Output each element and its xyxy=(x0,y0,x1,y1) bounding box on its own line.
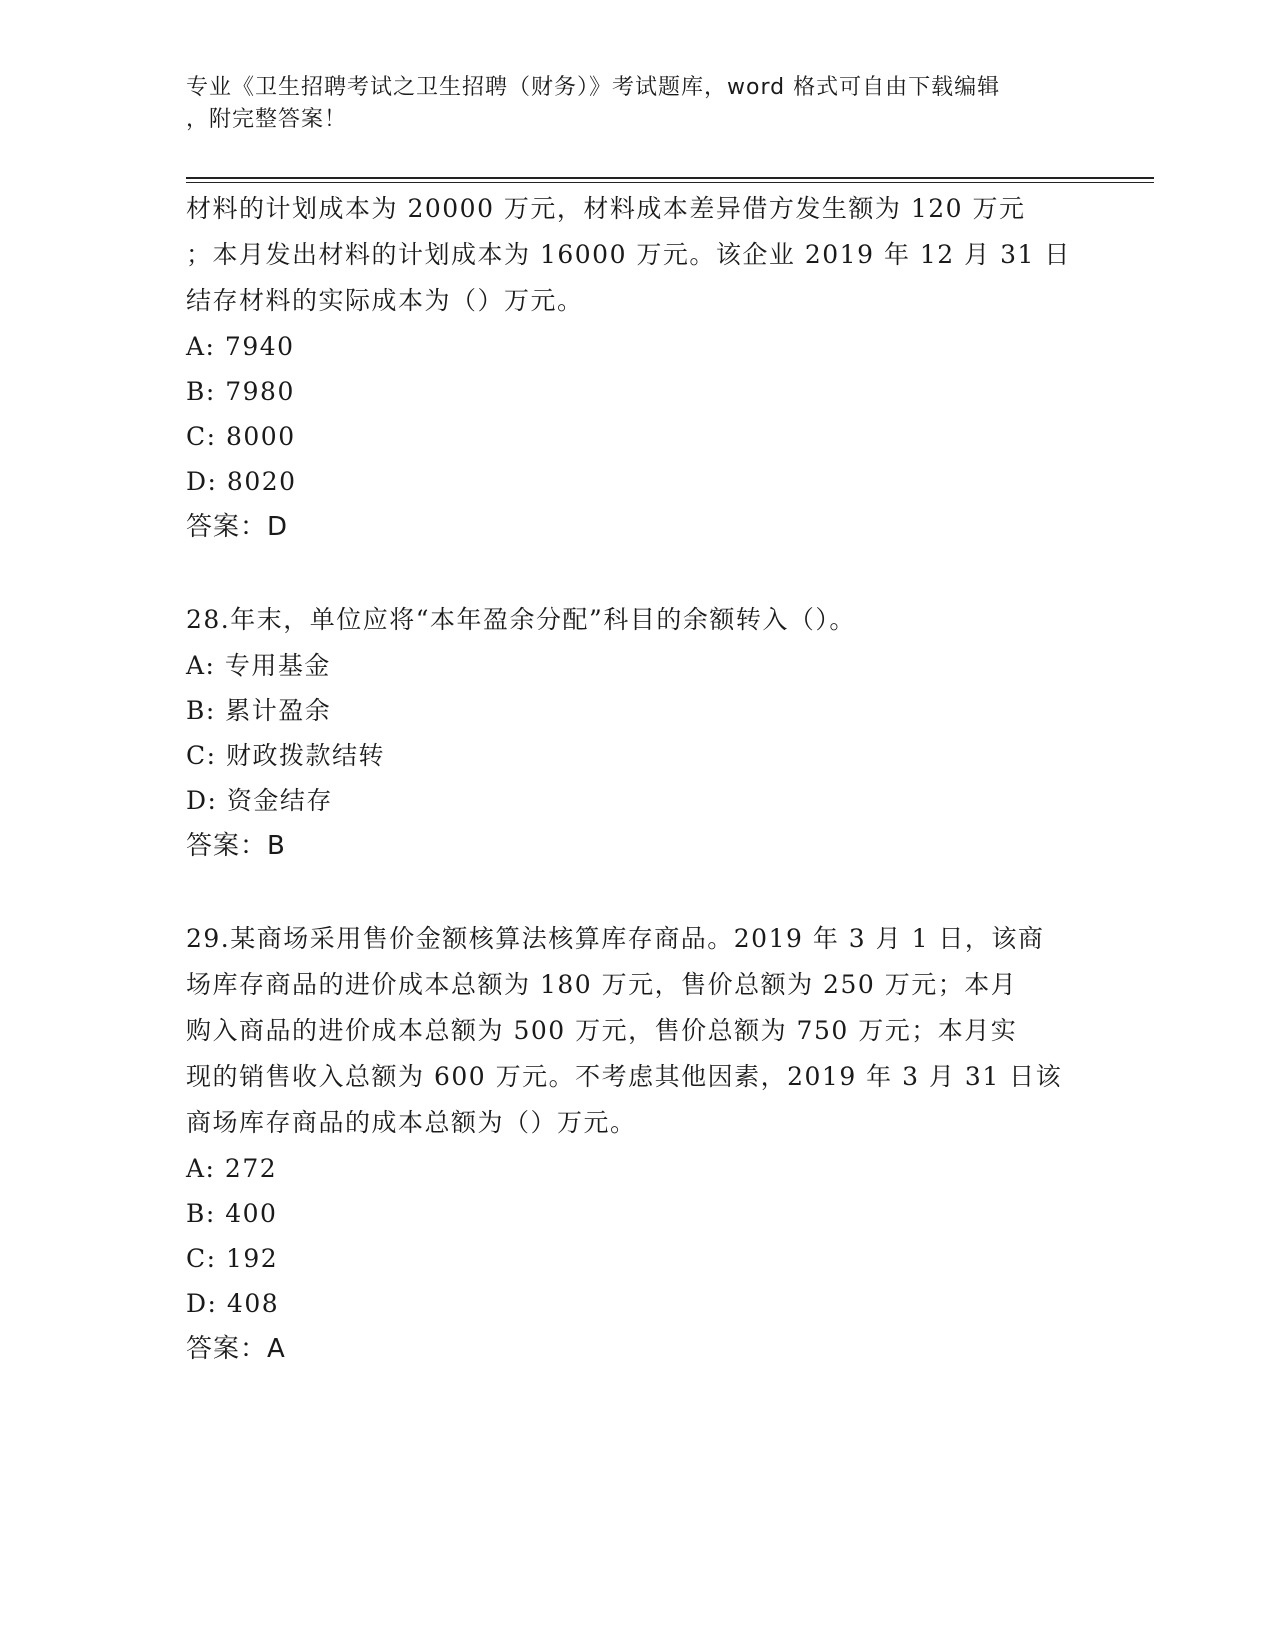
answer-line: 答案：B xyxy=(186,831,286,861)
header-line-2: ，附完整答案！ xyxy=(186,107,348,132)
answer-line: 答案：A xyxy=(186,1334,286,1364)
option-a: A: 7940 xyxy=(186,332,295,361)
option-a: A: 专用基金 xyxy=(186,651,331,680)
spacer xyxy=(186,869,1086,916)
option-c: C: 财政拨款结转 xyxy=(186,741,385,770)
question-text-line: 场库存商品的进价成本总额为 180 万元，售价总额为 250 万元；本月 xyxy=(186,970,1018,999)
option-b: B: 7980 xyxy=(186,377,295,406)
option-b: B: 累计盈余 xyxy=(186,696,332,725)
header-line-1: 专业《卫生招聘考试之卫生招聘（财务）》考试题库，word 格式可自由下载编辑 xyxy=(186,75,1001,100)
option-b: B: 400 xyxy=(186,1199,278,1228)
question-text-line: 商场库存商品的成本总额为（）万元。 xyxy=(186,1108,637,1137)
option-d: D: 408 xyxy=(186,1289,280,1318)
question-body xyxy=(186,186,1086,1372)
option-a: A: 272 xyxy=(186,1154,278,1183)
question-text-line: 29.某商场采用售价金额核算法核算库存商品。2019 年 3 月 1 日，该商 xyxy=(186,924,1045,953)
spacer xyxy=(186,550,1086,597)
question-text-line: 结存材料的实际成本为（）万元。 xyxy=(186,286,584,315)
option-c: C: 192 xyxy=(186,1244,279,1273)
question-text-line: 现的销售收入总额为 600 万元。不考虑其他因素，2019 年 3 月 31 日该 xyxy=(186,1062,1063,1091)
question-29 xyxy=(186,916,1086,1372)
option-d: D: 8020 xyxy=(186,467,297,496)
document-header xyxy=(186,72,1086,136)
option-d: D: 资金结存 xyxy=(186,786,333,815)
question-text-line: ；本月发出材料的计划成本为 16000 万元。该企业 2019 年 12 月 31 日 xyxy=(186,240,1071,269)
question-28 xyxy=(186,597,1086,869)
question-text-line: 28.年末，单位应将“本年盈余分配”科目的余额转入（）。 xyxy=(186,605,856,634)
header-divider-thin xyxy=(186,182,1154,183)
answer-line: 答案：D xyxy=(186,512,289,542)
question-text-line: 购入商品的进价成本总额为 500 万元，售价总额为 750 万元；本月实 xyxy=(186,1016,1018,1045)
option-c: C: 8000 xyxy=(186,422,296,451)
question-27 xyxy=(186,186,1086,550)
question-text-line: 材料的计划成本为 20000 万元，材料成本差异借方发生额为 120 万元 xyxy=(186,194,1026,223)
header-divider-thick xyxy=(186,177,1154,179)
